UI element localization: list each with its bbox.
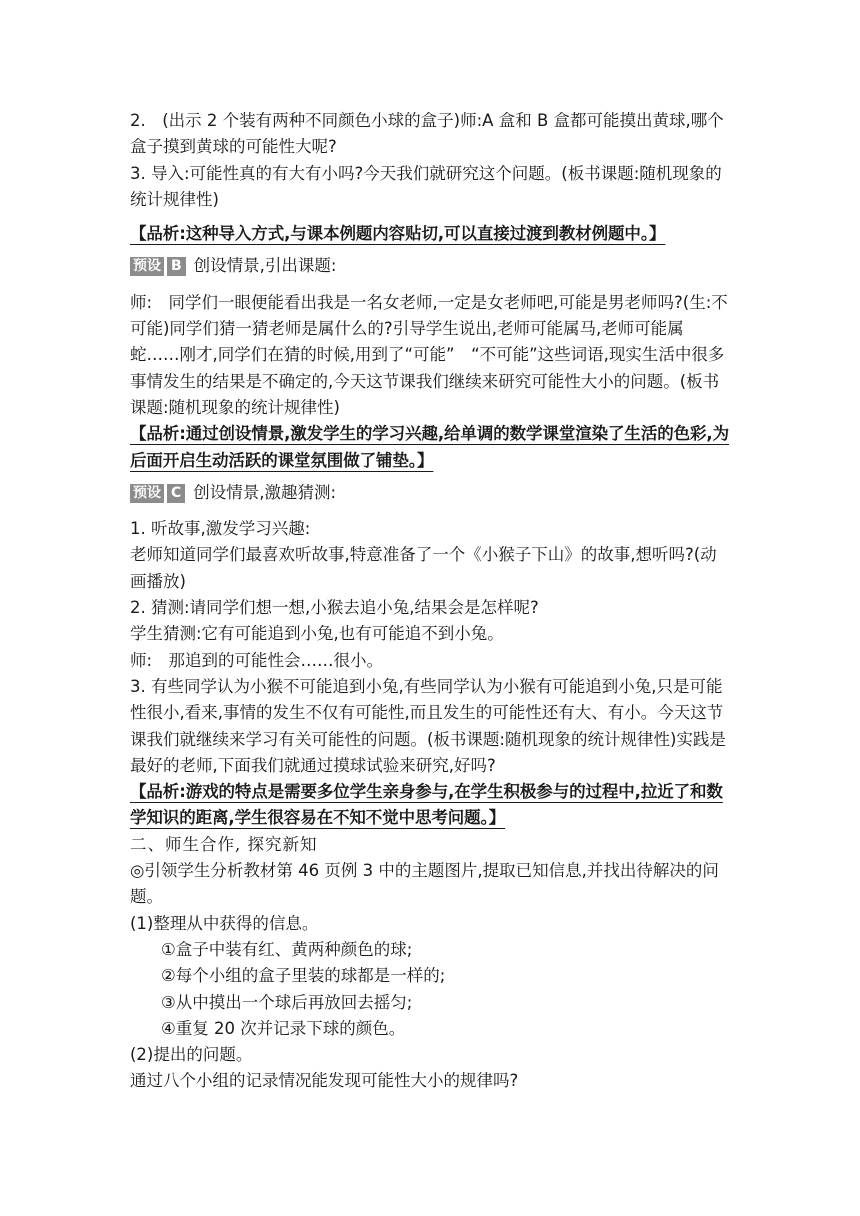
preset-c-line: 师: 那追到的可能性会……很小。 <box>130 650 384 670</box>
preset-c-heading <box>130 480 730 506</box>
preset-c-line: 2. 猜测:请同学们想一想,小猴去追小兔,结果会是怎样呢? <box>130 598 539 618</box>
preset-c-title: 创设情景,激趣猜测: <box>193 482 337 502</box>
preset-c-line: 老师知道同学们最喜欢听故事,特意准备了一个《小猴子下山》的故事,想听吗?(动画播放) <box>130 545 717 591</box>
section-2-question: 通过八个小组的记录情况能发现可能性大小的规律吗? <box>130 1071 519 1091</box>
preset-b-tag-name: 预设 <box>130 257 164 276</box>
preset-b-tag-letter: B <box>166 257 186 276</box>
preset-b-title: 创设情景,引出课题: <box>193 256 337 276</box>
preset-b-body: 师: 同学们一眼便能看出我是一名女老师,一定是女老师吧,可能是男老师吗?(生:不可能)同学们猜一猜老师是属什么的?引导学生说出,老师可能属马,老师可能属蛇……刚才,同学们在猜的时候,用到了“可能” “不可能”这些词语,现实生活中很多事情发生的结果是不确定的,今天这节课我们继续来研究可能性大小的问题。(板书课题:随机现象的统计规律性) <box>130 292 728 417</box>
preset-c-analysis: 【品析:游戏的特点是需要多位学生亲身参与,在学生积极参与的过程中,拉近了和数学知识的距离,学生很容易在不知不觉中思考问题。】 <box>130 782 723 828</box>
info-item: ④重复 20 次并记录下球的颜色。 <box>161 1018 406 1038</box>
section-2-step-1: (1)整理从中获得的信息。 <box>130 913 319 933</box>
section-2-step-2: (2)提出的问题。 <box>130 1045 253 1065</box>
section-2-heading: 二、师生合作, 探究新知 <box>130 834 318 854</box>
preset-b-analysis: 【品析:通过创设情景,激发学生的学习兴趣,给单调的数学课堂渲染了生活的色彩,为后面开启生动活跃的课堂氛围做了铺垫。】 <box>130 424 730 470</box>
intro-item-2: 2. (出示 2 个装有两种不同颜色小球的盒子)师:A 盒和 B 盒都可能摸出黄球,哪个盒子摸到黄球的可能性大呢? <box>130 111 724 157</box>
info-item: ②每个小组的盒子里装的球都是一样的; <box>161 966 446 986</box>
section-2-guide: ◎引领学生分析教材第 46 页例 3 中的主题图片,提取已知信息,并找出待解决的问题。 <box>130 861 719 907</box>
preset-c-line: 1. 听故事,激发学习兴趣: <box>130 519 311 539</box>
intro-analysis: 【品析:这种导入方式,与课本例题内容贴切,可以直接过渡到教材例题中。】 <box>130 224 666 244</box>
preset-c-line: 3. 有些同学认为小猴不可能追到小兔,有些同学认为小猴有可能追到小兔,只是可能性很小,看来,事情的发生不仅有可能性,而且发生的可能性还有大、有小。今天这节课我们就继续来学习有关可能性的问题。(板书课题:随机现象的统计规律性)实践是最好的老师,下面我们就通过摸球试验来研究,好吗? <box>130 676 726 775</box>
info-item: ①盒子中装有红、黄两种颜色的球; <box>161 939 413 959</box>
info-item: ③从中摸出一个球后再放回去摇匀; <box>161 992 413 1012</box>
preset-c-tag-letter: C <box>166 484 185 503</box>
preset-c-tag-name: 预设 <box>130 484 164 503</box>
preset-c-tag <box>130 484 185 503</box>
document-page <box>130 108 730 1095</box>
intro-item-3: 3. 导入:可能性真的有大有小吗?今天我们就研究这个问题。(板书课题:随机现象的统计规律性) <box>130 163 722 209</box>
preset-c-line: 学生猜测:它有可能追到小兔,也有可能追不到小兔。 <box>130 624 504 644</box>
preset-b-tag <box>130 257 186 276</box>
preset-b-heading <box>130 253 730 279</box>
